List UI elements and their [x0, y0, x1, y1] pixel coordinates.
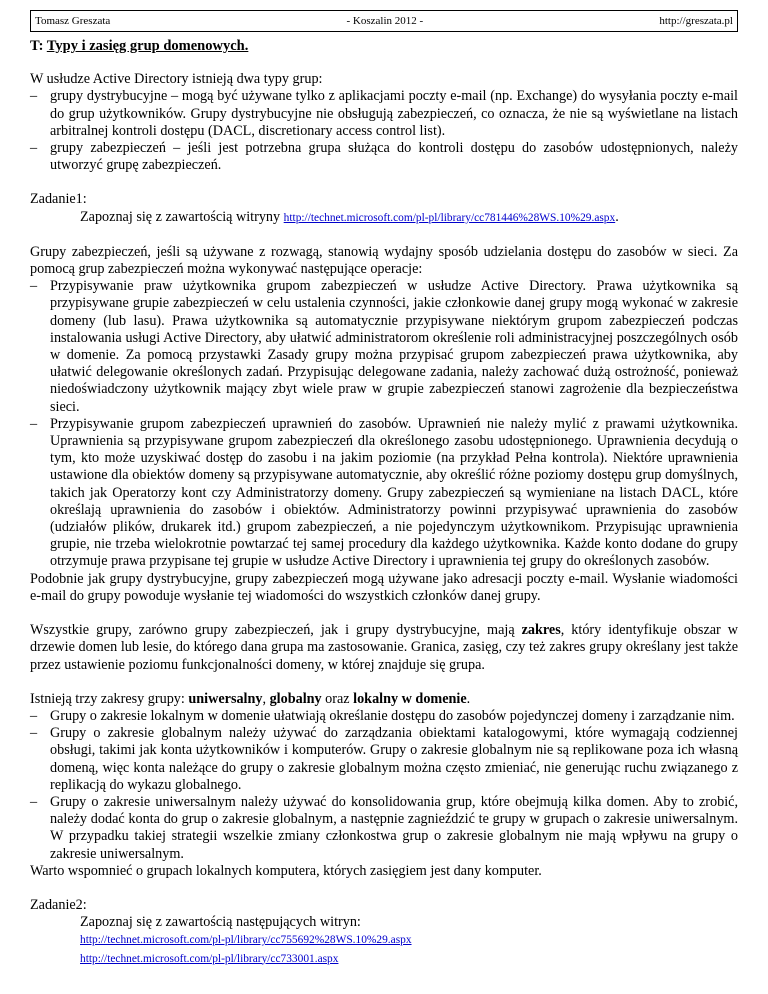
task2-link-line: [30, 931, 738, 949]
list-item: – Grupy o zakresie globalnym należy używać do zarządzania obiektami katalogowymi, które wymagają codziennej obsługi, takimi jak konta użytkowników i komputerów. Grupy o zakresie globalnym nie są replikowane poza ich własną domeną, więc konta należące do grupy o zakresie globalnym można często zmieniać, nie generując ruchu związanego z replikacją do wykazu globalnego.: [30, 725, 738, 794]
group-types-list: [30, 88, 738, 174]
title-text: Typy i zasięg grup domenowych.: [46, 38, 249, 54]
local-groups-paragraph: Warto wspomnieć o grupach lokalnych komputera, których zasięgiem jest dany komputer.: [30, 862, 542, 879]
task1-link[interactable]: http://technet.microsoft.com/pl-pl/library/cc781446%28WS.10%29.aspx: [283, 211, 616, 224]
security-intro-paragraph: Grupy zabezpieczeń, jeśli są używane z rozwagą, stanowią wydajny sposób udzielania dostępu do zasobów w sieci. Za pomocą grup zabezpieczeń można wykonywać następujące operacje:: [30, 243, 738, 278]
ranges-lead: Istnieją trzy zakresy grupy: uniwersalny, globalny oraz lokalny w domenie.: [30, 690, 471, 707]
task2-link-2[interactable]: http://technet.microsoft.com/pl-pl/library/cc733001.aspx: [80, 952, 339, 965]
header-author: Tomasz Greszata: [35, 15, 111, 27]
header-site: http://greszata.pl: [659, 15, 733, 27]
list-item: – Grupy o zakresie lokalnym w domenie ułatwiają określanie dostępu do zasobów pojedynczej domeny i zarządzanie nim.: [30, 708, 738, 725]
security-email-paragraph: Podobnie jak grupy dystrybucyjne, grupy zabezpieczeń mogą używane jako adresacji poczty e-mail. Wysłanie wiadomości e-mail do grupy powoduje wysłanie tej wiadomości do wszystkich członków danej grupy.: [30, 570, 738, 604]
document-title: T: Typy i zasięg grup domenowych.: [30, 38, 249, 54]
range-global: globalny: [269, 690, 322, 707]
list-item: – Przypisywanie grupom zabezpieczeń uprawnień do zasobów. Uprawnień nie należy mylić z prawami użytkownika. Uprawnienia są przypisywane grupom zabezpieczeń dla określonego zasobu udostępnionego. Uprawnienia decydują o tym, kto może uzyskiwać dostęp do zasobu i na jakim poziomie (na przykład Pełna kontrola). Niektóre uprawnienia ustawione dla obiektów domeny są przypisywane automatycznie, aby określić różne poziomy dostępu grup domyślnych, takich jak Operatorzy kont czy Administratorzy domeny. Grupy zabezpieczeń są wymieniane na listach DACL, które określają uprawnienia do zasobów i obiektów. Administratorzy powinni przypisywać uprawnienia do zasobów (udziałów plików, drukarek itd.) grupom zabezpieczeń, a nie pojedynczym użytkownikom. Przypisując uprawnienia grupie, nie trzeba wielokrotnie powtarzać tej samej procedury dla każdego użytkownika. Każde konto dodane do grupy otrzymuje prawa przypisane tej grupie w usłudze Active Directory i uprawnienia tej grupy do określonych zasobów.: [30, 416, 738, 571]
document-body: [30, 38, 738, 968]
list-item: – Grupy o zakresie uniwersalnym należy używać do konsolidowania grup, które obejmują kilka domen. Aby to zrobić, należy dodać konta do grup o zakresie globalnym, a następnie zagnieździć te grupy w grupach o zakresie uniwersalnym. W przypadku takiej strategii wszelkie zmiany członkostwa grup o zakresie globalnym nie mają wpływu na grupy o zakresie uniwersalnym.: [30, 794, 738, 863]
range-domain-local: lokalny w domenie: [353, 690, 467, 707]
task2-link-1[interactable]: http://technet.microsoft.com/pl-pl/library/cc755692%28WS.10%29.aspx: [80, 934, 412, 947]
scope-keyword: zakres: [521, 622, 561, 639]
page-header: [30, 10, 738, 32]
task2-label: Zadanie2:: [30, 896, 87, 913]
ranges-list: [30, 708, 738, 863]
header-location-year: - Koszalin 2012 -: [346, 15, 424, 27]
task2-text: Zapoznaj się z zawartością następujących witryn:: [80, 914, 361, 931]
range-universal: uniwersalny: [188, 690, 263, 707]
scope-paragraph: Wszystkie grupy, zarówno grupy zabezpieczeń, jak i grupy dystrybucyjne, mają zakres, który identyfikuje obszar w drzewie domen lub lesie, do którego dana grupa ma zastosowanie. Granica, zasięg, czy też zakres grupy określany jest także przez ustawienie poziomu funkcjonalności domeny, w której znajduje się grupa.: [30, 622, 738, 673]
task1-label: Zadanie1:: [30, 191, 87, 208]
security-operations-list: [30, 278, 738, 570]
list-item: – grupy dystrybucyjne – mogą być używane tylko z aplikacjami poczty e-mail (np. Exchange) do wysyłania poczty e-mail do grup użytkowników. Grupy dystrybucyjne nie obsługują zabezpieczeń, co oznacza, że nie są wyświetlane na listach arbitralnej kontroli dostępu (DACL, discretionary access control list).: [30, 88, 738, 140]
task2-link-line: [30, 950, 738, 968]
list-item: – grupy zabezpieczeń – jeśli jest potrzebna grupa służąca do kontroli dostępu do zasobów udostępnionych, należy utworzyć grupę zabezpieczeń.: [30, 140, 738, 174]
task1-text: Zapoznaj się z zawartością witryny http://technet.microsoft.com/pl-pl/library/cc781446%28WS.10%29.aspx.: [80, 208, 619, 225]
list-item: – Przypisywanie praw użytkownika grupom zabezpieczeń w usłudze Active Directory. Prawa użytkownika są przypisywane grupie zabezpieczeń w celu ustalenia czynności, jakie członkowie danej grupy mogą wykonać w zakresie domeny (lub lasu). Prawa użytkownika są automatycznie przypisywane niektórym grupom zabezpieczeń podczas instalowania usługi Active Directory, aby ułatwić administratorom określenie roli administracyjnej poszczególnych osób w domenie. Za pomocą przystawki Zasady grupy można przypisać grupom zabezpieczeń prawa użytkownika, aby ułatwić delegowanie określonych zadań. Przypisując delegowane zadania, należy zachować dużą ostrożność, ponieważ niedoświadczony użytkownik mający zbyt wiele praw w grupie zabezpieczeń stanowi zagrożenie dla bezpieczeństwa sieci.: [30, 278, 738, 416]
intro-paragraph: W usłudze Active Directory istnieją dwa typy grup:: [30, 71, 323, 88]
